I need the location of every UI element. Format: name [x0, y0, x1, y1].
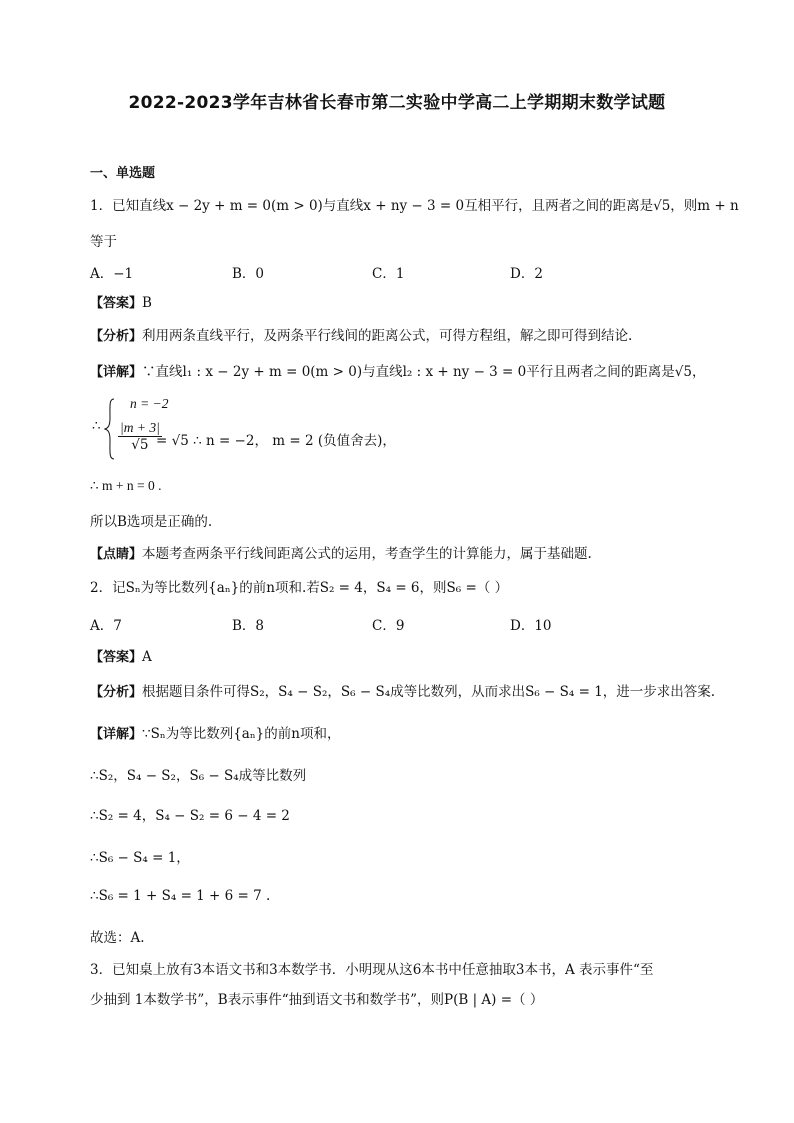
therefore-symbol: ∴ — [92, 418, 101, 434]
q1-option-c: C．1 — [372, 266, 405, 282]
q1-option-b: B．0 — [232, 266, 265, 282]
detail-tag: 【详解】 — [90, 727, 143, 742]
q2-stem: 2．记Sₙ为等比数列{aₙ}的前n项和.若S₂ = 4，S₄ = 6，则S₆ =（ ） — [90, 580, 509, 596]
q2-option-a: A．7 — [90, 618, 122, 634]
q1-option-d: D．2 — [510, 266, 543, 282]
q1-stem-line2: 等于 — [90, 234, 117, 250]
q2-step1: ∴S₂，S₄ − S₂，S₆ − S₄成等比数列 — [90, 768, 307, 784]
q1-detail — [90, 360, 705, 380]
fraction-numerator: |m + 3| — [120, 420, 160, 435]
detail-tag: 【详解】 — [90, 365, 143, 380]
q1-comment — [90, 542, 592, 562]
q3-stem-line1: 3．已知桌上放有3本语文书和3本数学书．小明现从这6本书中任意抽取3本书，A 表示事件“至 — [90, 962, 654, 978]
q1-analysis — [90, 324, 632, 344]
analysis-tag: 【分析】 — [90, 329, 143, 344]
q3-stem-line2: 少抽到 1本数学书”，B表示事件“抽到语文书和数学书”，则P(B | A) =（ ） — [90, 992, 544, 1008]
comment-text: 本题考查两条平行线间距离公式的运用，考查学生的计算能力，属于基础题. — [142, 546, 592, 562]
analysis-text: 根据题目条件可得S₂，S₄ − S₂，S₆ − S₄成等比数列，从而求出S₆ − S₄ = 1，进一步求出答案. — [142, 684, 716, 700]
answer-value: B — [142, 295, 152, 311]
q1-option-a: A．−1 — [90, 266, 134, 282]
q2-step4: ∴S₆ = 1 + S₄ = 1 + 6 = 7 . — [90, 888, 271, 904]
answer-tag: 【答案】 — [90, 296, 143, 311]
q1-answer — [90, 292, 152, 311]
q2-analysis — [90, 680, 715, 700]
q2-option-c: C．9 — [372, 618, 405, 634]
system-equation-rest: = √5 ∴ n = −2， m = 2 (负值舍去)， — [156, 433, 396, 449]
system-row1: n = −2 — [130, 396, 169, 411]
analysis-text: 利用两条直线平行，及两条平行线间的距离公式，可得方程组，解之即可得到结论. — [142, 328, 633, 344]
answer-value: A — [142, 649, 152, 665]
q2-detail — [90, 722, 340, 742]
q1-stem-line1: 1．已知直线x − 2y + m = 0(m > 0)与直线x + ny − 3 = 0互相平行，且两者之间的距离是√5，则m + n — [90, 198, 739, 214]
fraction-denominator: √5 — [131, 437, 149, 453]
q2-step2: ∴S₂ = 4，S₄ − S₂ = 6 − 4 = 2 — [90, 808, 290, 824]
q2-option-b: B．8 — [232, 618, 265, 634]
q2-option-d: D．10 — [510, 618, 552, 634]
q2-step3: ∴S₆ − S₄ = 1， — [90, 850, 190, 866]
q2-answer — [90, 646, 152, 665]
answer-tag: 【答案】 — [90, 650, 143, 665]
analysis-tag: 【分析】 — [90, 685, 143, 700]
q1-conclusion: 所以B选项是正确的. — [90, 514, 213, 530]
section-heading: 一、单选题 — [90, 166, 156, 181]
q2-choose: 故选：A. — [90, 930, 145, 946]
comment-tag: 【点睛】 — [90, 547, 143, 562]
page-title: 2022-2023学年吉林省长春市第二实验中学高二上学期期末数学试题 — [128, 93, 666, 113]
q1-result: ∴ m + n = 0 . — [90, 478, 162, 493]
detail-text: ∵直线l₁ : x − 2y + m = 0(m > 0)与直线l₂ : x + ny − 3 = 0平行且两者之间的距离是√5， — [142, 364, 706, 380]
detail-text: ∵Sₙ为等比数列{aₙ}的前n项和， — [142, 726, 341, 742]
q1-equation-system — [90, 396, 450, 462]
left-brace-icon — [104, 398, 116, 460]
